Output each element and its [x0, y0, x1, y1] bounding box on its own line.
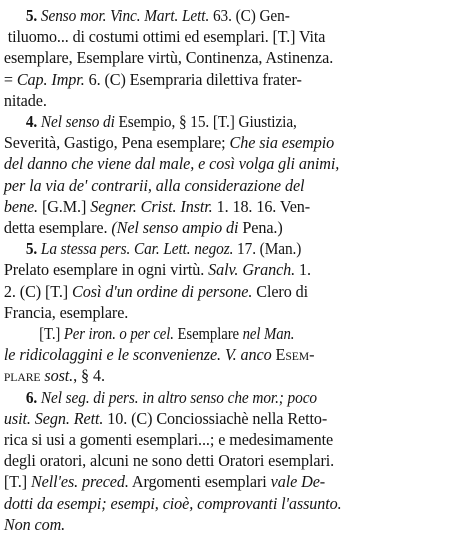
text-segment: Argomenti esemplari	[128, 472, 271, 492]
text-segment: detta esemplare.	[3, 218, 112, 237]
text-segment: le ridicolaggini e le sconvenienze.	[3, 345, 222, 365]
text-segment: Così d'un ordine di persone.	[72, 281, 253, 301]
text-line	[0, 152, 464, 175]
text-line	[0, 89, 464, 112]
text-line	[0, 46, 464, 69]
text-segment: degli oratori, alcuni ne sono detti Oratori esemplari.	[3, 451, 335, 471]
text-line	[0, 4, 462, 27]
text-segment: =	[3, 69, 17, 89]
text-segment: Clero di	[252, 281, 309, 301]
text-segment: Nel senso di	[40, 112, 115, 131]
text-segment: bene.	[3, 196, 38, 216]
text-segment: 6.	[25, 387, 41, 407]
text-line	[0, 364, 464, 387]
text-line	[0, 301, 464, 324]
text-line	[0, 216, 464, 239]
text-segment: Esemplare	[173, 324, 243, 343]
text-segment: Cap. Impr.	[16, 69, 85, 89]
text-line	[0, 195, 464, 218]
text-line	[0, 513, 464, 536]
text-segment: Non com.	[3, 514, 66, 534]
text-line	[0, 492, 464, 515]
text-segment: Segner. Crist. Instr.	[90, 196, 213, 216]
text-segment: plare	[3, 366, 41, 386]
text-line	[0, 322, 459, 345]
text-segment: 2. (C) [T.]	[3, 281, 73, 301]
text-line	[0, 470, 464, 493]
text-segment: usit. Segn. Rett.	[3, 408, 104, 428]
text-segment: per la via de' contrarii, alla considerazione del	[3, 175, 305, 195]
text-line	[0, 258, 464, 281]
text-segment: Che sia esempio	[229, 133, 335, 153]
text-line	[0, 449, 464, 472]
text-line	[0, 280, 464, 303]
text-segment: 1. 18. 16. Ven-	[212, 196, 311, 216]
text-segment: 17. (Man.)	[233, 239, 302, 259]
text-line	[0, 407, 464, 430]
text-segment: Francia, esemplare.	[3, 302, 129, 322]
text-line	[0, 25, 464, 48]
text-line	[0, 386, 462, 409]
text-segment: esemplare, Esemplare virtù, Continenza, Astinenza.	[3, 48, 334, 68]
text-segment: Nell'es. preced.	[30, 472, 129, 492]
text-segment: 4.	[25, 112, 41, 131]
text-segment: rica si usi a gomenti esemplari...; e medesimamente	[3, 430, 334, 449]
text-segment: vale De-	[270, 472, 326, 492]
text-line	[0, 428, 464, 451]
text-segment: Nel seg. di pers. in altro senso che mor.; poco	[40, 387, 317, 407]
text-segment: Per iron. o per cel.	[63, 324, 174, 343]
text-segment: nel Man.	[242, 324, 295, 343]
text-segment: Severità, Gastigo, Pena esemplare;	[3, 133, 230, 153]
text-segment: 10. (C) Conciossiachè nella Retto-	[103, 408, 328, 428]
text-segment: 6. (C) Esempraria dilettiva frater-	[84, 69, 302, 89]
text-segment: 63. (C) Gen-	[209, 6, 290, 25]
text-segment: [T.]	[3, 472, 31, 492]
text-segment: (Nel senso ampio di	[111, 218, 239, 237]
text-segment: [T.]	[39, 324, 64, 343]
text-segment: Esempio, § 15. [T.] Giustizia,	[114, 112, 297, 131]
text-segment: dotti da esempi; esempi, cioè, comprovanti l'assunto.	[3, 493, 342, 513]
text-segment: [G.M.]	[37, 196, 91, 216]
text-segment: nitade.	[3, 90, 47, 110]
text-line	[0, 110, 462, 133]
text-segment: sost.	[40, 366, 74, 386]
text-segment: Salv. Granch.	[208, 260, 296, 280]
text-segment: 5.	[25, 239, 41, 259]
text-segment: tiluomo... di costumi ottimi ed esemplari. [T.] Vita	[7, 27, 326, 47]
text-line	[0, 131, 464, 154]
text-segment: Esem-	[271, 345, 315, 365]
text-line	[0, 343, 464, 366]
text-segment: Prelato esemplare in ogni virtù.	[3, 260, 209, 280]
text-segment: Senso mor. Vinc. Mart. Lett.	[40, 6, 210, 25]
text-segment: del danno che viene dal male, e così volga gli animi,	[3, 154, 340, 174]
text-segment: Pena.)	[238, 218, 283, 237]
text-line	[0, 68, 464, 91]
text-segment: , § 4.	[73, 366, 105, 386]
text-segment: 5.	[25, 6, 41, 25]
text-segment: La stessa pers. Car. Lett. negoz.	[40, 239, 234, 259]
text-line	[0, 237, 462, 260]
text-line	[0, 174, 464, 197]
text-segment: 1.	[295, 260, 311, 280]
text-segment: V. anco	[224, 345, 272, 365]
